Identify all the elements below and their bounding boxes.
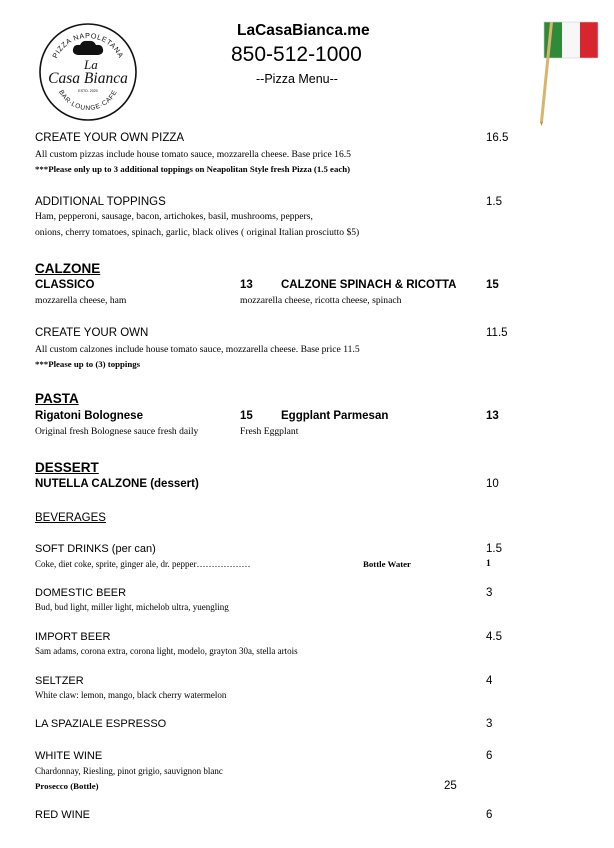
website-url[interactable]: LaCasaBianca.me <box>237 22 370 39</box>
calzone-custom-note: ***Please up to (3) toppings <box>35 359 141 369</box>
white-wine-desc: Chardonnay, Riesling, pinot grigio, sauvignon blanc <box>35 766 223 776</box>
domestic-beer-title: DOMESTIC BEER <box>35 587 127 599</box>
red-wine-price: 6 <box>486 809 493 821</box>
prosecco-label: Prosecco (Bottle) <box>35 781 99 791</box>
beverages-section-heading: BEVERAGES <box>35 512 106 524</box>
calzone-spinach-title: CALZONE SPINACH & RICOTTA <box>281 279 457 291</box>
toppings-title: ADDITIONAL TOPPINGS <box>35 196 166 208</box>
white-wine-price: 6 <box>486 750 493 762</box>
calzone-classico-title: CLASSICO <box>35 279 95 291</box>
espresso-price: 3 <box>486 718 493 730</box>
seltzer-title: SELTZER <box>35 675 84 687</box>
import-beer-desc: Sam adams, corona extra, corona light, modelo, grayton 30a, stella artois <box>35 646 298 656</box>
logo-bottom-text: BAR·LOUNGE·CAFE <box>57 89 119 113</box>
red-wine-title: RED WINE <box>35 809 90 821</box>
calzone-custom-desc: All custom calzones include house tomato sauce, mozzarella cheese. Base price 11.5 <box>35 344 360 355</box>
restaurant-logo <box>38 22 138 122</box>
calzone-custom-price: 11.5 <box>486 327 508 339</box>
logo-established: ESTD. 2020 <box>78 89 98 93</box>
toppings-price: 1.5 <box>486 196 502 208</box>
create-pizza-title: CREATE YOUR OWN PIZZA <box>35 132 185 144</box>
create-pizza-price: 16.5 <box>486 132 509 144</box>
pasta-rigatoni-price: 15 <box>240 410 253 422</box>
import-beer-title: IMPORT BEER <box>35 631 111 643</box>
soft-drinks-title: SOFT DRINKS (per can) <box>35 543 156 555</box>
soft-drinks-desc: Coke, diet coke, sprite, ginger ale, dr. pepper……………… <box>35 559 251 569</box>
phone-number[interactable]: 850-512-1000 <box>231 43 362 66</box>
calzone-section-heading: CALZONE <box>35 261 101 276</box>
menu-subtitle: --Pizza Menu-- <box>256 72 338 86</box>
import-beer-price: 4.5 <box>486 631 502 643</box>
calzone-custom-title: CREATE YOUR OWN <box>35 327 149 339</box>
italian-flag-icon <box>538 18 602 128</box>
logo-line2: Casa Bianca <box>48 70 128 87</box>
bottle-water-price: 1 <box>486 559 491 569</box>
dessert-nutella-title: NUTELLA CALZONE (dessert) <box>35 478 199 490</box>
prosecco-price: 25 <box>444 780 457 792</box>
white-wine-title: WHITE WINE <box>35 750 103 762</box>
pasta-rigatoni-title: Rigatoni Bolognese <box>35 410 143 422</box>
espresso-title: LA SPAZIALE ESPRESSO <box>35 718 167 730</box>
toppings-line2: onions, cherry tomatoes, spinach, garlic, black olives ( original Italian prosciutto $5) <box>35 227 360 238</box>
dessert-section-heading: DESSERT <box>35 460 99 475</box>
pasta-rigatoni-desc: Original fresh Bolognese sauce fresh daily <box>35 426 199 437</box>
create-pizza-note: ***Please only up to 3 additional toppings on Neapolitan Style fresh Pizza (1.5 each) <box>35 164 351 174</box>
calzone-spinach-desc: mozzarella cheese, ricotta cheese, spinach <box>240 295 402 306</box>
pasta-section-heading: PASTA <box>35 391 79 406</box>
seltzer-desc: White claw: lemon, mango, black cherry watermelon <box>35 690 227 700</box>
calzone-spinach-price: 15 <box>486 279 499 291</box>
seltzer-price: 4 <box>486 675 493 687</box>
bottle-water-label: Bottle Water <box>363 559 411 569</box>
pasta-eggplant-desc: Fresh Eggplant <box>240 426 299 437</box>
create-pizza-desc: All custom pizzas include house tomato sauce, mozzarella cheese. Base price 16.5 <box>35 149 351 160</box>
calzone-classico-price: 13 <box>240 279 253 291</box>
dessert-nutella-price: 10 <box>486 478 499 490</box>
pasta-eggplant-price: 13 <box>486 410 499 422</box>
calzone-classico-desc: mozzarella cheese, ham <box>35 295 127 306</box>
logo-top-text: PIZZA NAPOLETANA <box>50 30 126 60</box>
toppings-line1: Ham, pepperoni, sausage, bacon, artichokes, basil, mushrooms, peppers, <box>35 211 313 222</box>
soft-drinks-price: 1.5 <box>486 543 502 555</box>
domestic-beer-price: 3 <box>486 587 493 599</box>
pasta-eggplant-title: Eggplant Parmesan <box>281 410 389 422</box>
logo-line1: La <box>84 57 98 72</box>
domestic-beer-desc: Bud, bud light, miller light, michelob ultra, yuengling <box>35 602 229 612</box>
